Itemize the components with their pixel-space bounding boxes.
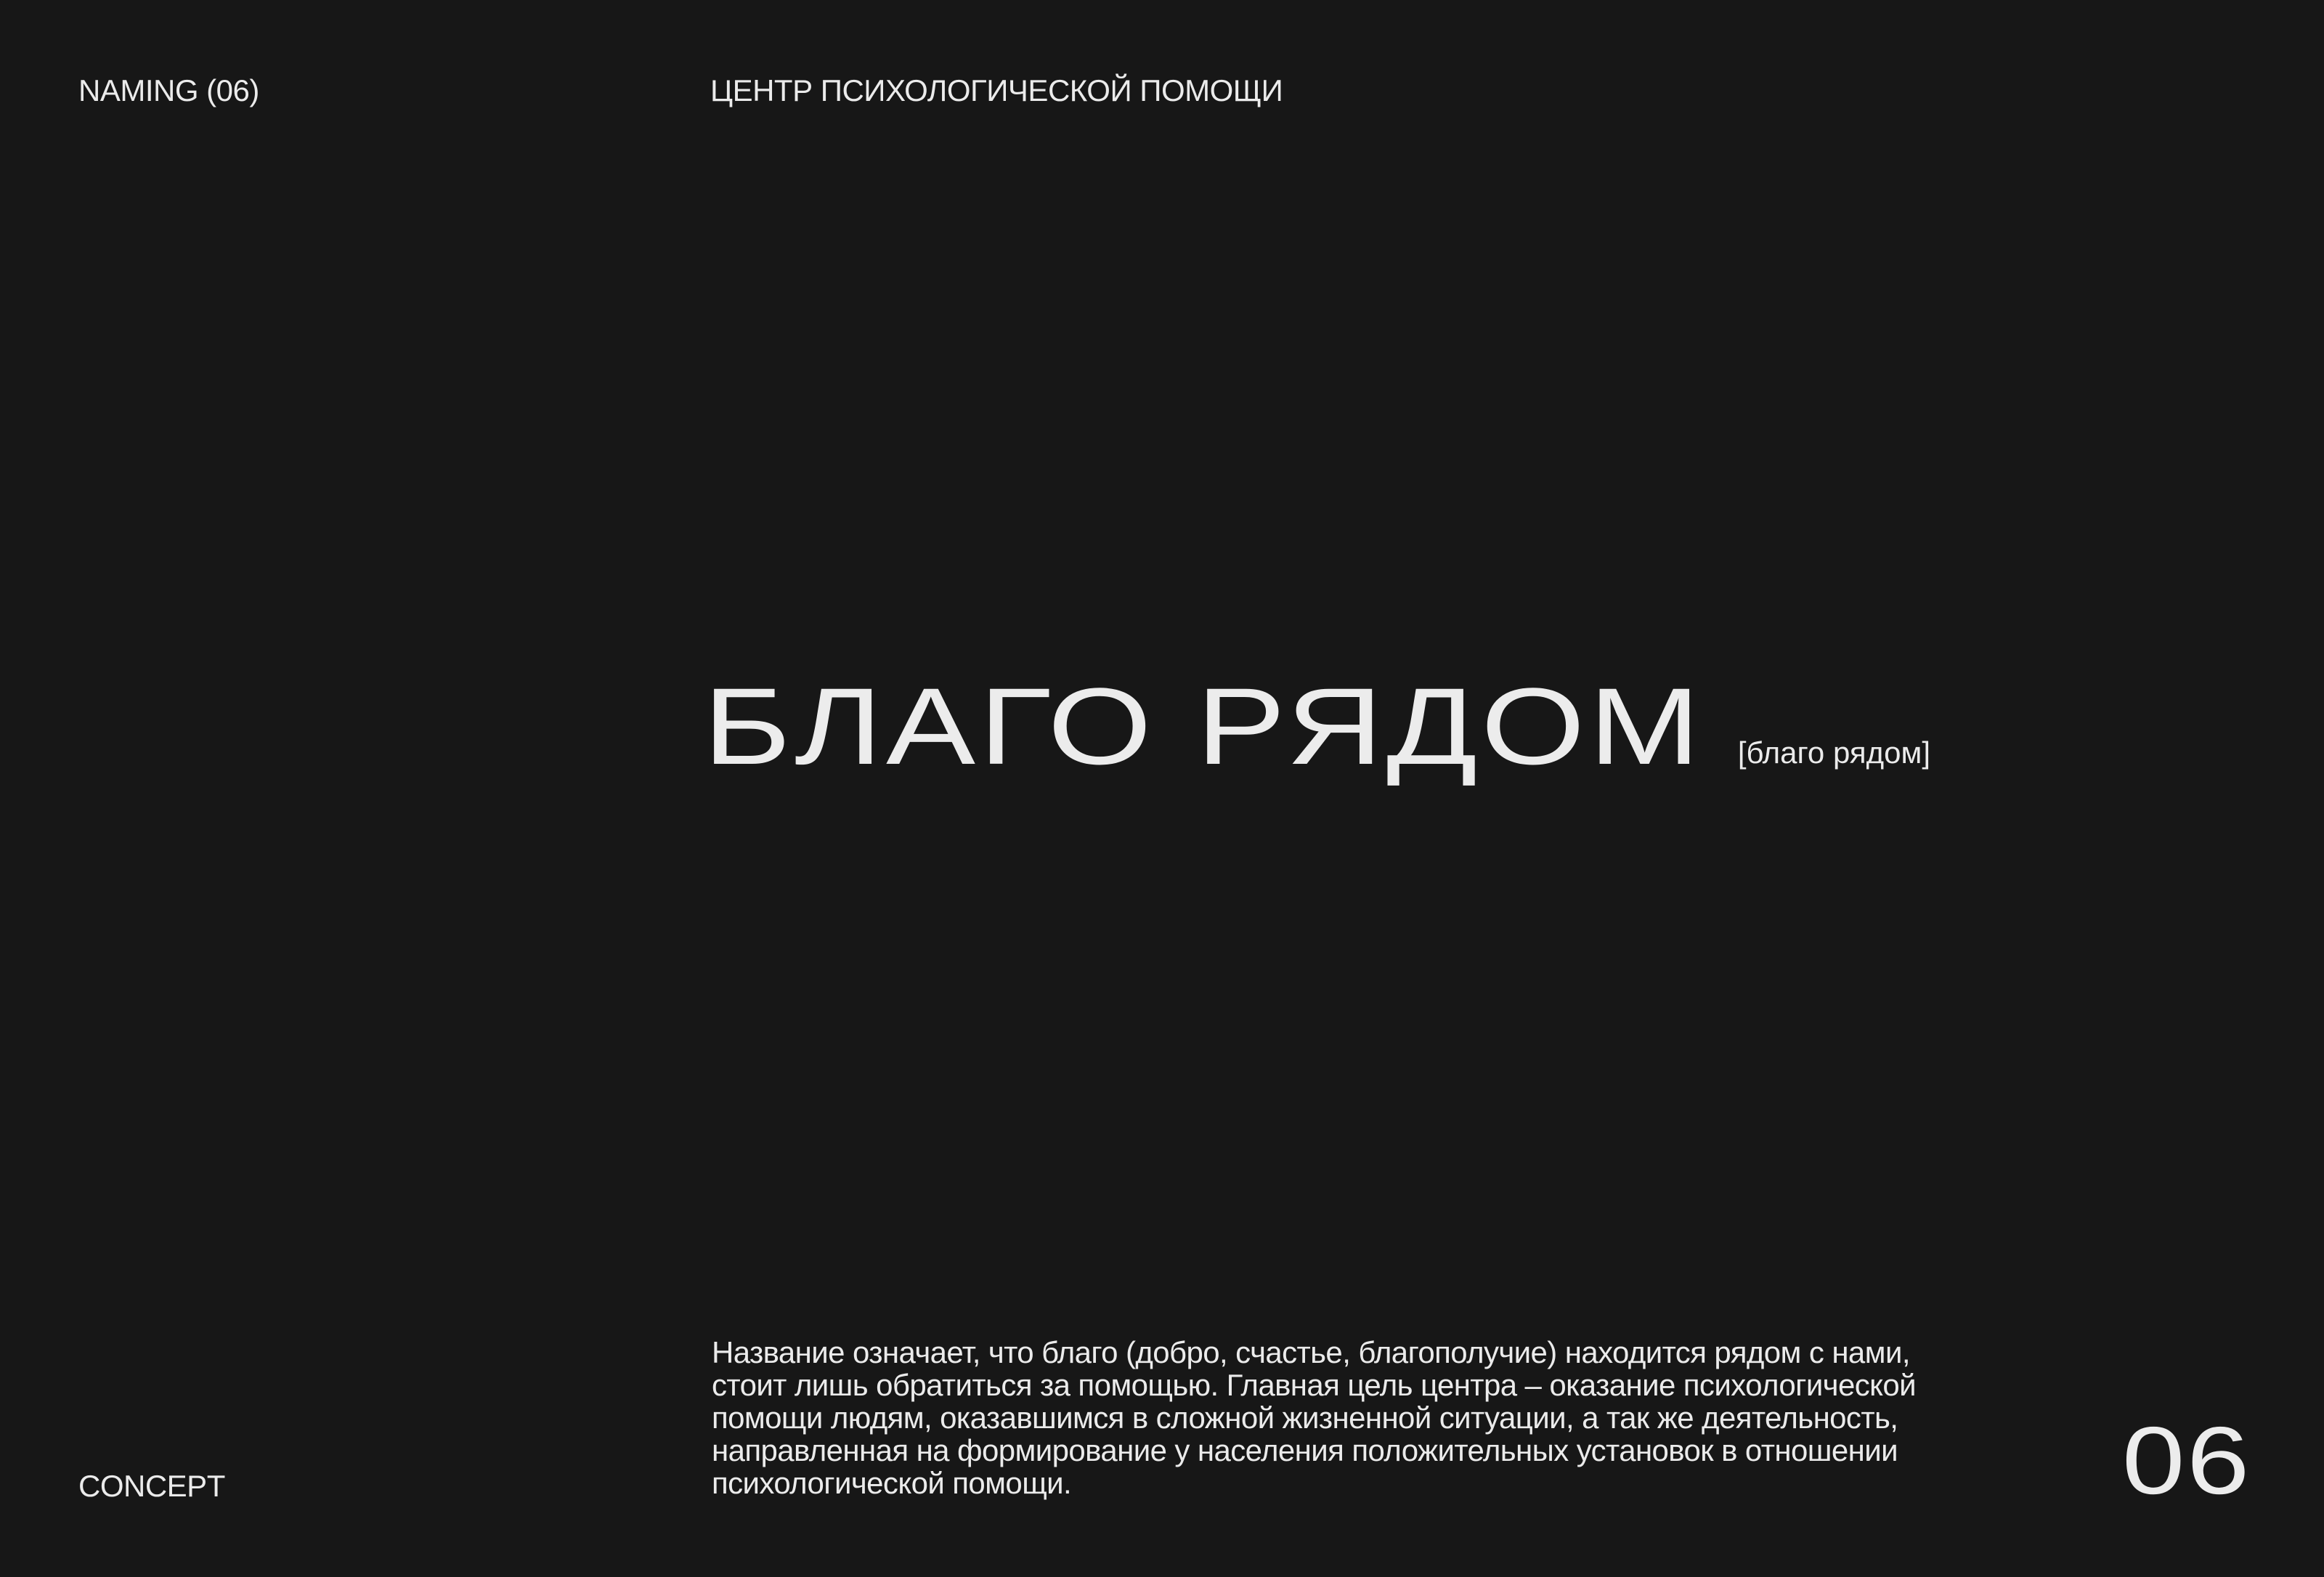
- header-title: ЦЕНТР ПСИХОЛОГИЧЕСКОЙ ПОМОЩИ: [710, 73, 1283, 107]
- brand-transcription: [благо рядом]: [1737, 735, 1930, 770]
- section-label: NAMING (06): [78, 73, 259, 107]
- brand-name: БЛАГО РЯДОМ: [703, 665, 1705, 787]
- concept-description: Название означает, что благо (добро, счастье, благополучие) находится рядом с нами, стоит лишь обратиться за помощью. Главная цель центра – оказание психологической помощи людям, оказавшимся в сложной жизненной ситуации, а так же деятельность, направленная на формирование у населения положительных установок в отношении психологической помощи.: [712, 1335, 1916, 1500]
- concept-label: CONCEPT: [78, 1469, 225, 1503]
- page-number: 06: [2122, 1407, 2251, 1514]
